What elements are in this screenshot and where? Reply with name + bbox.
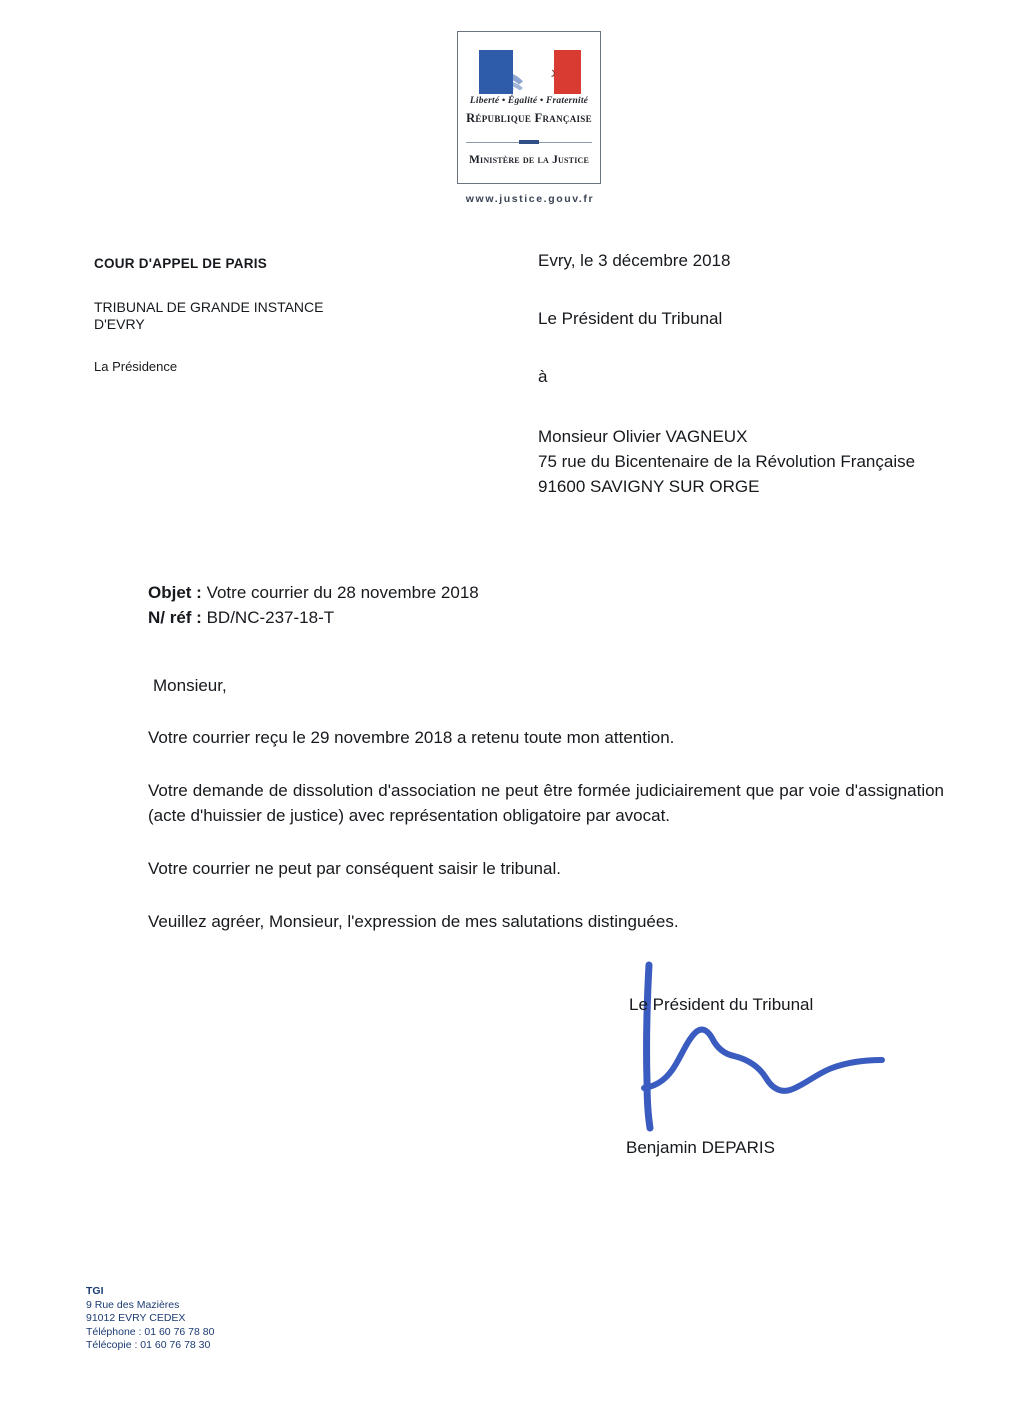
republic-name: République Française [466,111,592,125]
french-republic-flag-marianne-icon [479,50,581,94]
sender-department: La Présidence [94,359,178,374]
sender-tribunal-line1: TRIBUNAL DE GRANDE INSTANCE [94,299,324,315]
recipient-city: 91600 SAVIGNY SUR ORGE [538,477,760,496]
recipient-address [538,424,968,499]
letter-date: Evry, le 3 décembre 2018 [538,251,731,270]
ministry-name: Ministère de la Justice [468,154,590,166]
footer-fax: Télécopie : 01 60 76 78 30 [86,1339,211,1351]
logo-divider [466,140,592,146]
body-paragraph: Votre demande de dissolution d'association ne peut être formée judiciairement que par voie d'assignation (acte d'huissier de justice) avec représentation obligatoire par avocat. [148,781,944,825]
footer-city: 91012 EVRY CEDEX [86,1312,186,1324]
ministry-website: www.justice.gouv.fr [465,193,595,205]
letterhead [457,31,603,205]
signature-title: Le Président du Tribunal [629,995,814,1014]
subject-objet-label: Objet : [148,583,202,602]
subject-objet-row [148,580,479,605]
footer-block [86,1285,214,1353]
body-paragraph: Votre courrier reçu le 29 novembre 2018 a retenu toute mon attention. [148,728,675,747]
addressed-to-label: à [538,367,548,386]
signature-block [600,960,930,1170]
republic-motto: Liberté • Égalité • Fraternité [469,96,589,106]
signer-name: Benjamin DEPARIS [626,1138,775,1157]
footer-phone: Téléphone : 01 60 76 78 80 [86,1325,215,1338]
body-paragraph: Votre courrier ne peut par conséquent saisir le tribunal. [148,859,561,878]
subject-objet-value: Votre courrier du 28 novembre 2018 [206,583,479,602]
footer-street: 9 Rue des Mazières [86,1298,180,1311]
sender-court-of-appeal: COUR D'APPEL DE PARIS [94,256,267,271]
recipient-name: Monsieur Olivier VAGNEUX [538,427,748,446]
logo-divider-thick [519,140,539,144]
subject-ref-row [148,605,479,630]
subject-ref-value: BD/NC-237-18-T [206,608,335,627]
sender-block [94,256,424,374]
letter-body [148,674,944,962]
letter-salutation: Monsieur, [153,676,227,695]
issuer-title: Le Président du Tribunal [538,309,723,328]
sender-tribunal-line2: D'EVRY [94,316,145,332]
footer-org: TGI [86,1285,104,1297]
recipient-street: 75 rue du Bicentenaire de la Révolution Française [538,452,916,471]
ministry-logo-box [457,31,601,184]
subject-block [148,580,479,630]
addressee-block [538,250,968,499]
body-paragraph: Veuillez agréer, Monsieur, l'expression de mes salutations distinguées. [148,912,679,931]
subject-ref-label: N/ réf : [148,608,202,627]
handwritten-signature [600,960,930,1140]
sender-tribunal [94,299,424,333]
